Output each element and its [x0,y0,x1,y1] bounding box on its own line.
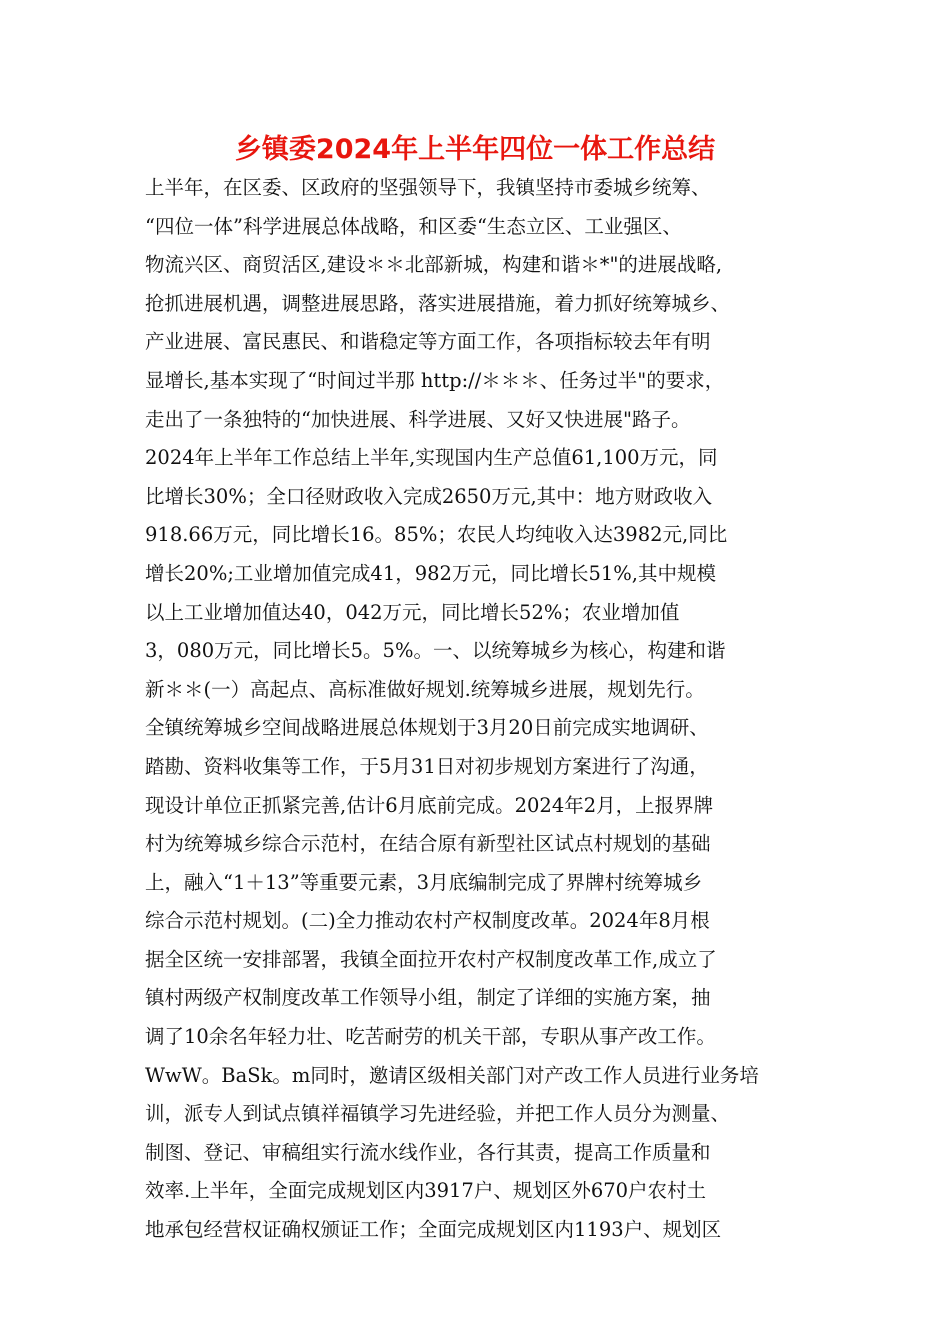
body-line: 产业进展、富民惠民、和谐稳定等方面工作，各项指标较去年有明 [145,330,711,354]
body-line: “四位一体”科学进展总体战略，和区委“生态立区、工业强区、 [145,214,682,238]
body-line: 全镇统筹城乡空间战略进展总体规划于3月20日前完成实地调研、 [145,716,709,740]
document-body [145,169,805,1250]
document-title: 乡镇委2024年上半年四位一体工作总结 [234,134,716,165]
body-line: 据全区统一安排部署，我镇全面拉开农村产权制度改革工作,成立了 [145,947,717,971]
body-line: 制图、登记、审稿组实行流水线作业，各行其责，提高工作质量和 [145,1140,711,1164]
body-line: 918.66万元，同比增长16。85%；农民人均纯收入达3982元,同比 [145,523,728,547]
body-line: 上，融入“1＋13”等重要元素，3月底编制完成了界牌村统筹城乡 [145,870,703,894]
body-line: 镇村两级产权制度改革工作领导小组，制定了详细的实施方案，抽 [145,986,711,1010]
body-line: WwW。BaSk。m同时，邀请区级相关部门对产改工作人员进行业务培 [145,1063,759,1087]
body-line: 比增长30%；全口径财政收入完成2650万元,其中：地方财政收入 [145,484,713,508]
body-line: 2024年上半年工作总结上半年,实现国内生产总值61,100万元，同 [145,446,718,470]
body-line: 新＊＊(一）高起点、高标准做好规划.统筹城乡进展，规划先行。 [145,677,705,701]
body-line: 踏勘、资料收集等工作，于5月31日对初步规划方案进行了沟通， [145,754,709,778]
body-line: 抢抓进展机遇，调整进展思路，落实进展措施，着力抓好统筹城乡、 [145,291,731,315]
body-line: 显增长,基本实现了“时间过半那 http://＊＊＊、任务过半"的要求， [145,368,725,392]
body-line: 以上工业增加值达40，042万元，同比增长52%；农业增加值 [145,600,680,624]
body-line: 村为统筹城乡综合示范村，在结合原有新型社区试点村规划的基础 [145,832,711,856]
body-line: 综合示范村规划。(二)全力推动农村产权制度改革。2024年8月根 [145,909,710,933]
body-line: 地承包经营权证确权颁证工作；全面完成规划区内1193户、规划区 [145,1218,722,1242]
body-line: 效率.上半年，全面完成规划区内3917户、规划区外670户农村土 [145,1179,707,1203]
body-line: 调了10余名年轻力壮、吃苦耐劳的机关干部，专职从事产改工作。 [145,1025,716,1049]
body-line: 增长20%;工业增加值完成41，982万元，同比增长51%,其中规模 [145,561,716,585]
body-line: 3，080万元，同比增长5。5%。一、以统筹城乡为核心，构建和谐 [145,639,726,663]
body-line: 训，派专人到试点镇祥福镇学习先进经验，并把工作人员分为测量、 [145,1102,731,1126]
body-line: 物流兴区、商贸活区,建设＊＊北部新城，构建和谐＊*"的进展战略, [145,253,723,277]
body-line: 走出了一条独特的“加快进展、科学进展、又好又快进展"路子。 [145,407,691,431]
body-line: 现设计单位正抓紧完善,估计6月底前完成。2024年2月，上报界牌 [145,793,714,817]
body-line: 上半年，在区委、区政府的坚强领导下，我镇坚持市委城乡统筹、 [145,176,711,199]
